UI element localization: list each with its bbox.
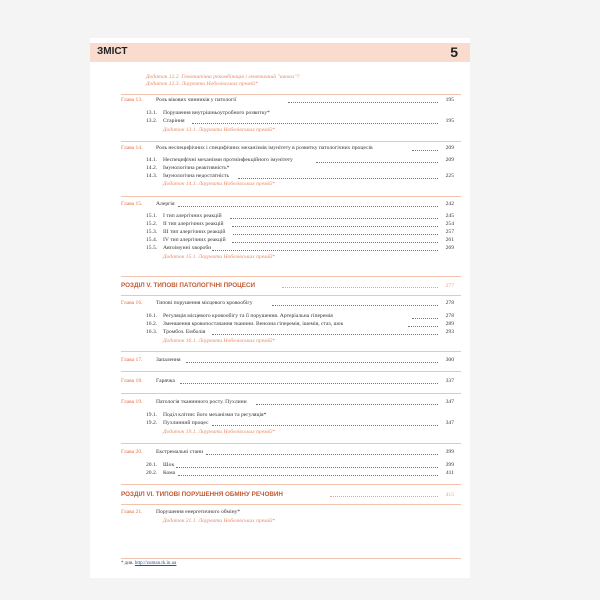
- leader-dots: [412, 145, 438, 151]
- section-number: 14.2.: [146, 165, 158, 171]
- section-number: 20.1.: [146, 462, 158, 468]
- appendix-entry: Додаток 16.1. Лауреати Нобелівських премій*: [163, 338, 275, 344]
- section-number: 15.4.: [146, 237, 158, 243]
- leader-dots: [212, 245, 438, 251]
- appendix-entry: Додаток 19.1. Лауреати Нобелівських премій*: [163, 429, 275, 435]
- section-number: 15.1.: [146, 213, 158, 219]
- section-title: Шок: [163, 462, 175, 468]
- chapter-title: Екстремальні стани: [156, 449, 204, 455]
- separator: [121, 443, 461, 444]
- chapter-title: Гарячка: [156, 378, 175, 384]
- page-ref: 242: [445, 201, 454, 207]
- section-title: Зменшення кровопостачання тканини. Венозна гіперемія, ішемія, стаз, шок: [163, 321, 344, 327]
- section-number: 19.2.: [146, 420, 158, 426]
- page-ref: 195: [445, 97, 454, 103]
- section-title: Автоімунні хвороби: [163, 245, 212, 251]
- page-ref: 261: [445, 237, 454, 243]
- separator: [121, 393, 461, 394]
- page-ref: 289: [445, 321, 454, 327]
- section-number: 19.1.: [146, 412, 158, 418]
- chapter-title: Роль неспецифічних і специфічних механізмів імунітету в розвитку патологічних процесів: [156, 145, 373, 151]
- chapter-title: Типові порушення місцевого кровообігу: [156, 300, 253, 306]
- section-title: II тип алергічних реакцій: [163, 221, 224, 227]
- section-number: 15.5.: [146, 245, 158, 251]
- section-number: 13.2.: [146, 118, 158, 124]
- chapter-title: Роль вікових чинників у патології: [156, 97, 237, 103]
- page-ref: 277: [445, 283, 454, 289]
- page-header: [90, 43, 470, 62]
- page-ref: 399: [445, 462, 454, 468]
- chapter-label: Глава 15.: [121, 201, 143, 207]
- chapter-label: Глава 13.: [121, 97, 143, 103]
- section-number: 16.1.: [146, 313, 158, 319]
- section-number: 14.3.: [146, 173, 158, 179]
- leader-dots: [232, 237, 438, 243]
- appendix-entry: Додаток 12.3. Лауреати Нобелівських премій*: [146, 81, 258, 87]
- section-title: Поділ клітин: його механізми та регуляція*: [163, 412, 267, 418]
- part-title: РОЗДІЛ V. ТИПОВІ ПАТОЛОГІЧНІ ПРОЦЕСИ: [121, 282, 256, 289]
- chapter-title: Патологія тканинного росту. Пухлини: [156, 399, 247, 405]
- section-title: Кома: [163, 470, 176, 476]
- chapter-label: Глава 21.: [121, 509, 143, 515]
- chapter-label: Глава 14.: [121, 145, 143, 151]
- leader-dots: [238, 173, 438, 179]
- leader-dots: [272, 300, 438, 306]
- appendix-entry: Додаток 12.2. Генотипічна рекомбінація і генетичний "шквал"?: [146, 74, 300, 80]
- section-title: Неспецифічні механізми протиінфекційного імунітету: [163, 157, 293, 163]
- separator: [121, 295, 461, 296]
- section-title: Порушення внутрішньоутробного розвитку*: [163, 110, 270, 116]
- leader-dots: [230, 213, 438, 219]
- separator: [121, 351, 461, 352]
- footnote: [121, 561, 176, 566]
- page-ref: 347: [445, 399, 454, 405]
- leader-dots: [233, 229, 438, 235]
- section-title: І тип алергічних реакцій: [163, 213, 222, 219]
- section-title: Імунологічна реактивність*: [163, 165, 230, 171]
- header-title: ЗМІСТ: [97, 46, 128, 57]
- section-title: Пухлинний процес: [163, 420, 209, 426]
- section-number: 20.2.: [146, 470, 158, 476]
- leader-dots: [212, 329, 438, 335]
- section-title: III тип алергічних реакцій: [163, 229, 226, 235]
- section-number: 15.3.: [146, 229, 158, 235]
- leader-dots: [330, 491, 438, 497]
- leader-dots: [212, 420, 438, 426]
- section-title: Тромбоз. Емболія: [163, 329, 206, 335]
- leader-dots: [186, 357, 438, 363]
- page-ref: 245: [445, 213, 454, 219]
- page-ref: 293: [445, 329, 454, 335]
- section-title: IV тип алергічних реакцій: [163, 237, 226, 243]
- page-ref: 195: [445, 118, 454, 124]
- page-ref: 225: [445, 173, 454, 179]
- page-number: 5: [450, 44, 458, 60]
- book-page: [90, 38, 470, 578]
- page-ref: 209: [445, 157, 454, 163]
- chapter-label: Глава 16.: [121, 300, 143, 306]
- page-ref: 300: [445, 357, 454, 363]
- appendix-entry: Додаток 14.1. Лауреати Нобелівських премій*: [163, 181, 275, 187]
- page-ref: 278: [445, 300, 454, 306]
- page-ref: 337: [445, 378, 454, 384]
- page-ref: 411: [445, 470, 454, 476]
- leader-dots: [178, 201, 438, 207]
- page-ref: 347: [445, 420, 454, 426]
- leader-dots: [192, 118, 438, 124]
- leader-dots: [412, 313, 438, 319]
- part-title: РОЗДІЛ VI. ТИПОВІ ПОРУШЕННЯ ОБМІНУ РЕЧОВИН: [121, 491, 283, 498]
- separator: [121, 504, 461, 505]
- leader-dots: [316, 157, 438, 163]
- leader-dots: [232, 221, 438, 227]
- separator: [121, 276, 461, 277]
- page-ref: 209: [445, 145, 454, 151]
- section-title: Регуляція місцевого кровообігу та її порушення. Артеріальна гіперемія: [163, 313, 333, 319]
- separator: [121, 371, 461, 372]
- leader-dots: [178, 470, 438, 476]
- chapter-label: Глава 18.: [121, 378, 143, 384]
- section-title: Імунологічна недостатність: [163, 173, 230, 179]
- footnote-prefix: * див.: [121, 561, 134, 566]
- appendix-entry: Додаток 13.1. Лауреати Нобелівських премій*: [163, 127, 275, 133]
- separator: [121, 484, 461, 485]
- separator: [121, 94, 461, 95]
- page-ref: 399: [445, 449, 454, 455]
- leader-dots: [176, 462, 438, 468]
- leader-dots: [256, 399, 438, 405]
- chapter-title: Алергія: [156, 201, 175, 207]
- section-number: 15.2.: [146, 221, 158, 227]
- leader-dots: [206, 449, 438, 455]
- appendix-entry: Додаток 15.1. Лауреати Нобелівських премій*: [163, 254, 275, 260]
- separator: [121, 141, 461, 142]
- leader-dots: [408, 321, 438, 327]
- separator: [121, 196, 461, 197]
- page-ref: 257: [445, 229, 454, 235]
- section-number: 16.2.: [146, 321, 158, 327]
- section-title: Старіння: [163, 118, 185, 124]
- leader-dots: [282, 282, 438, 288]
- footnote-link[interactable]: http://zuman.tk.in.ua: [134, 561, 177, 566]
- page-ref: 254: [445, 221, 454, 227]
- chapter-label: Глава 19.: [121, 399, 143, 405]
- appendix-entry: Додаток 21.1. Лауреати Нобелівських премій*: [163, 518, 275, 524]
- leader-dots: [288, 97, 438, 103]
- chapter-label: Глава 17.: [121, 357, 143, 363]
- page-ref: 415: [445, 492, 454, 498]
- section-number: 13.1.: [146, 110, 158, 116]
- footnote-separator: [121, 558, 461, 559]
- page-ref: 278: [445, 313, 454, 319]
- section-number: 16.3.: [146, 329, 158, 335]
- chapter-label: Глава 20.: [121, 449, 143, 455]
- chapter-title: Запалення: [156, 357, 181, 363]
- section-number: 14.1.: [146, 157, 158, 163]
- page-ref: 269: [445, 245, 454, 251]
- chapter-title: Порушення енергетичного обміну*: [156, 509, 241, 515]
- leader-dots: [180, 378, 438, 384]
